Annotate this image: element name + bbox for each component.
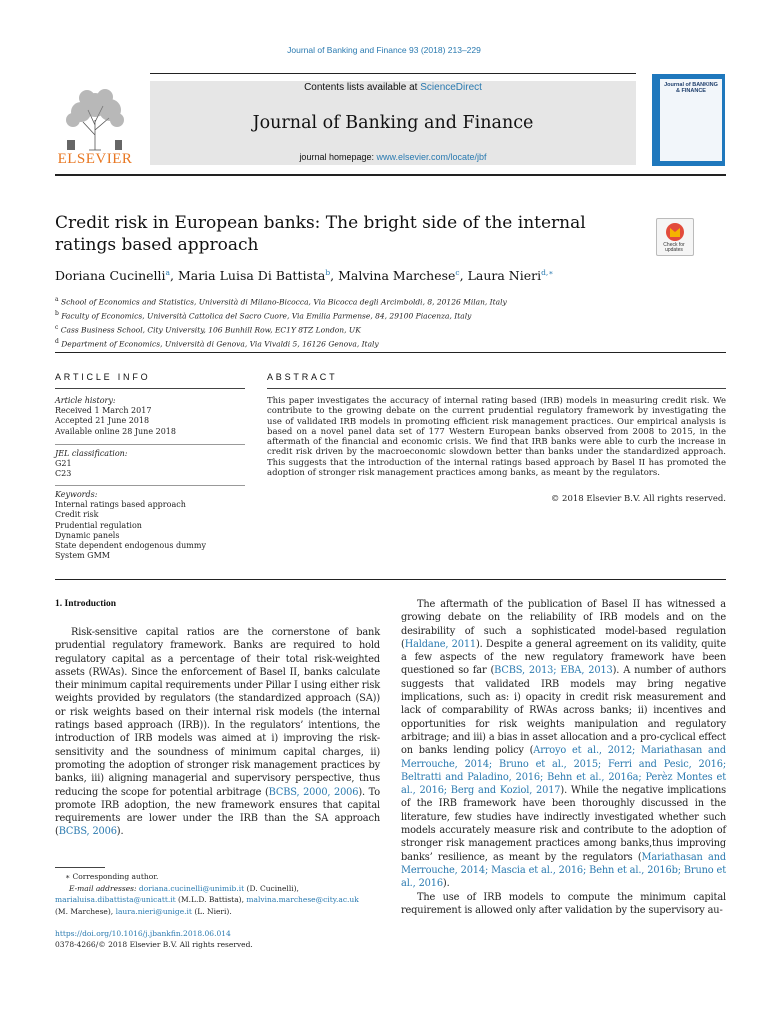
author-name[interactable]: Doriana Cucinelli (55, 268, 166, 284)
affiliation-item: $^a$ School of Economics and Statistics, Università di Milano-Bicocca, Via Bicocca degli Arcimboldi, 8, 20126 Milan, Italy (55, 296, 507, 307)
header-top-rule (150, 73, 636, 74)
section-rule (55, 352, 726, 353)
jel-code: G21 (55, 459, 72, 469)
cover-title-text: Journal of BANKING & FINANCE (664, 82, 718, 94)
issn-copyright: 0378-4266/© 2018 Elsevier B.V. All rights reserved. (55, 940, 253, 949)
section-rule (55, 579, 726, 580)
journal-homepage-link[interactable]: www.elsevier.com/locate/jbf (376, 152, 487, 162)
citation-link[interactable]: Haldane, 2011 (404, 638, 476, 650)
received-date: Received 1 March 2017 (55, 406, 152, 416)
footnote-rule (55, 867, 105, 868)
jel-classification (55, 449, 245, 480)
author-list: Doriana Cucinelli$^a$, Maria Luisa Di Battista$^b$, Malvina Marchese$^c$, Laura Nieri$^{d,∗}$ (55, 268, 554, 284)
keyword: Credit risk (55, 510, 99, 520)
article-info-rule (55, 388, 245, 389)
body-right-column (401, 598, 726, 917)
section-heading: 1. Introduction (55, 599, 117, 609)
accepted-date: Accepted 21 June 2018 (55, 416, 150, 426)
email-line: E-mail addresses: doriana.cucinelli@unimib.it (D. Cucinelli), (69, 883, 299, 893)
abstract-heading: ABSTRACT (267, 372, 338, 382)
email-line: marialuisa.dibattista@unicatt.it (M.L.D. Battista), malvina.marchese@city.ac.uk (55, 895, 359, 904)
author-affiliation-marker[interactable]: c (455, 268, 460, 277)
email-line: (M. Marchese), laura.nieri@unige.it (L. Nieri). (55, 906, 232, 916)
keyword: System GMM (55, 551, 110, 561)
author-affiliation-marker[interactable]: d,∗ (541, 268, 554, 277)
citation-link[interactable]: Mariathasan and Merrouche, 2014; Mascia et al., 2016; Behn et al., 2016b; Bruno et al., 2016 (401, 851, 726, 890)
author-name[interactable]: Maria Luisa Di Battista (177, 268, 326, 284)
journal-homepage-line: journal homepage: www.elsevier.com/locate/jbf (299, 152, 487, 162)
contents-available-line: Contents lists available at ScienceDirect (304, 82, 482, 93)
article-info-heading: ARTICLE INFO (55, 372, 151, 382)
affiliation-list (55, 294, 735, 350)
email-link[interactable]: marialuisa.dibattista@unicatt.it (55, 895, 176, 904)
body-paragraph: Risk-sensitive capital ratios are the cornerstone of bank prudential regulatory framework. Banks are required to hold regulatory capital as a percentage of their total risk-weighted assets (RWAs). Since the enforcement of Basel II, banks calculate their minimum capital requirements under Pillar I using either risk weights provided by regulators (the standardized approach (SA)) or risk weights based on their internal risk models (the internal ratings based approach (IRB)). In the regulators’ intentions, the introduction of IRB models was aimed at i) improving the risk-sensitivity and the soundness of minimum capital charges, ii) promoting the adoption of stronger risk management practices by banks, iii) aligning managerial and supervisory perspective, thus reducing the scope for potential arbitrage (BCBS, 2000, 2006). To promote IRB adoption, the new framework ensures that capital requirements are lower under the IRB than the SA approach (BCBS, 2006). (55, 627, 380, 838)
journal-title: Journal of Banking and Finance (252, 113, 534, 133)
elsevier-wordmark[interactable]: ELSEVIER (57, 151, 133, 167)
email-link[interactable]: doriana.cucinelli@unimib.it (138, 883, 245, 893)
online-date: Available online 28 June 2018 (55, 426, 176, 436)
check-for-updates-label: Check for updates (663, 242, 685, 253)
citation-link[interactable]: BCBS, 2013; EBA, 2013 (494, 665, 613, 677)
email-link[interactable]: malvina.marchese@city.ac.uk (246, 895, 359, 904)
body-paragraph: The aftermath of the publication of Basel II has witnessed a growing debate on the reliability of IRB models and on the desirability of such a sophisticated model-based regulation (Haldane, 2011). Despite a general agreement on its validity, quite a few aspects of the new regulatory framework have been questioned so far (BCBS, 2013; EBA, 2013). A number of authors suggests that validated IRB models may bring negative implications, such as: i) opacity in credit risk measurement and lack of comparability of RWAs across banks; ii) incentives and opportunities for risk weights manipulation and regulatory arbitrage; and iii) a bias in asset allocation and a pro-cyclical effect on banks lending policy (Arroyo et al., 2012; Mariathasan and Merrouche, 2014; Bruno et al., 2015; Ferri and Pesic, 2016; Beltratti and Paladino, 2016; Behn et al., 2016a; Perèz Montes et al., 2016; Berg and Koziol, 2017). While the negative implications of the IRB framework have been thoroughly discussed in the literature, few studies have indirectly investigated whether such models accurately measure risk and contribute to the adoption of stronger risk management practices among banks,thus improving banks’ resilience, as meant by the regulators (Mariathasan and Merrouche, 2014; Mascia et al., 2016; Behn et al., 2016b; Bruno et al., 2016). (401, 599, 726, 890)
article-title: Credit risk in European banks: The bright side of the internal ratings based approach (55, 213, 586, 255)
corresponding-author-note: ∗ Corresponding author. (65, 872, 159, 881)
author-affiliation-marker[interactable]: a (165, 268, 170, 277)
affiliation-item: $^c$ Cass Business School, City University, 106 Bunhill Row, EC1Y 8TZ London, UK (55, 324, 361, 335)
author-affiliation-marker[interactable]: b (325, 268, 331, 277)
citation-link[interactable]: BCBS, 2006 (58, 826, 117, 838)
email-link[interactable]: laura.nieri@unige.it (115, 906, 192, 916)
history-label: Article history: (55, 396, 116, 405)
citation-link[interactable]: Arroyo et al., 2012; Mariathasan and Merrouche, 2014; Bruno et al., 2015; Ferri and Pesic, 2016; Beltratti and Paladino, 2016; Behn et al., 2016a; Perèz Montes et al., 2016; Berg and Koziol, 2017 (401, 745, 726, 797)
jel-code: C23 (55, 469, 72, 479)
affiliation-item: $^d$ Department of Economics, Università di Genova, Via Vivaldi 5, 16126 Genova, Italy (55, 338, 379, 349)
header-bottom-rule (55, 174, 726, 176)
info-divider (55, 444, 245, 445)
article-history (55, 396, 245, 437)
abstract-text: This paper investigates the accuracy of internal rating based (IRB) models in measuring credit risk. We contribute to the growing debate on the current prudential regulatory framework by investigating the use of validated IRB models in promoting efficient risk management practices. Our empirical analysis is based on a novel panel data set of 177 Western European banks observed from 2008 to 2015, in the aftermath of the financial and economic crisis. We find that IRB banks were able to curb the increase in credit risk driven by the macroeconomic slowdown better than banks under the standardized approach. This suggests that the introduction of the internal ratings based approach by Basel II has promoted the adoption of stronger risk management practices among banks, as meant by the regulators. (267, 396, 726, 479)
author-name[interactable]: Laura Nieri (467, 268, 542, 284)
keyword: Dynamic panels (55, 530, 120, 540)
doi-block (55, 928, 380, 950)
abstract-copyright: © 2018 Elsevier B.V. All rights reserved. (550, 494, 726, 504)
abstract-rule (267, 388, 726, 389)
affiliation-item: $^b$ Faculty of Economics, Università Cattolica del Sacro Cuore, Via Emilia Parmense, 84, 29100 Piacenza, Italy (55, 310, 472, 321)
keyword: Prudential regulation (55, 520, 142, 530)
author-name[interactable]: Malvina Marchese (338, 268, 456, 284)
body-left-column (55, 626, 380, 839)
keywords-block (55, 490, 245, 561)
keyword: State dependent endogenous dummy (55, 541, 206, 551)
keywords-label: Keywords: (55, 490, 98, 499)
doi-link[interactable]: https://doi.org/10.1016/j.jbankfin.2018.06.014 (55, 929, 231, 938)
citation-link[interactable]: BCBS, 2000, 2006 (268, 786, 359, 798)
jel-label: JEL classification: (55, 449, 128, 458)
journal-reference-link[interactable]: Journal of Banking and Finance 93 (2018) 213–229 (287, 45, 481, 55)
sciencedirect-link[interactable]: ScienceDirect (420, 82, 482, 93)
body-paragraph: The use of IRB models to compute the minimum capital requirement is allowed only after validation by the supervisory au- (401, 891, 726, 916)
footnote (55, 871, 380, 917)
keyword: Internal ratings based approach (55, 500, 186, 510)
info-divider (55, 485, 245, 486)
